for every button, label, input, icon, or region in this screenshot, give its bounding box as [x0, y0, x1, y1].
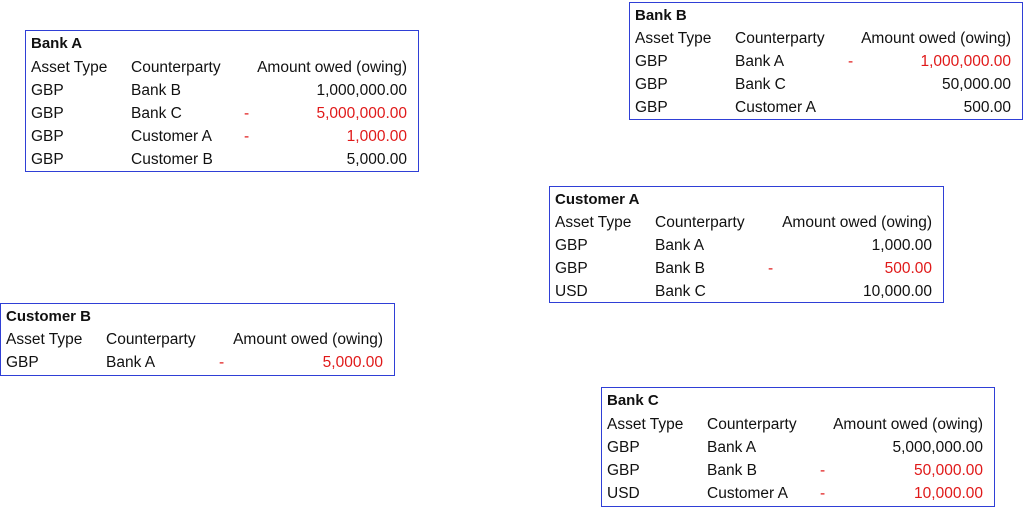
asset-type-cell: GBP: [555, 237, 588, 254]
asset-type-cell: GBP: [31, 151, 64, 168]
table-header-row: [1, 328, 394, 351]
amount-cell: 5,000.00: [322, 354, 383, 371]
amount-cell: 50,000.00: [942, 76, 1011, 93]
header-asset-type: Asset Type: [6, 331, 83, 348]
amount-cell: 50,000.00: [914, 462, 983, 479]
amount-cell: 5,000,000.00: [892, 439, 983, 456]
bank-a-title: Bank A: [31, 35, 83, 52]
header-counterparty: Counterparty: [655, 214, 745, 231]
asset-type-cell: GBP: [6, 354, 39, 371]
asset-type-cell: GBP: [31, 128, 64, 145]
counterparty-cell: Bank A: [707, 439, 757, 456]
table-row: [1, 351, 394, 374]
header-asset-type: Asset Type: [607, 416, 684, 433]
header-amount-owed: Amount owed (owing): [861, 30, 1011, 47]
header-counterparty: Counterparty: [106, 331, 196, 348]
table-header-row: [26, 56, 418, 79]
header-counterparty: Counterparty: [131, 59, 221, 76]
customer-b-title: Customer B: [6, 308, 92, 325]
table-row: [26, 125, 418, 148]
counterparty-cell: Bank A: [735, 53, 785, 70]
amount-cell: 5,000,000.00: [316, 105, 407, 122]
header-counterparty: Counterparty: [707, 416, 797, 433]
table-row: [550, 257, 943, 280]
table-row: [630, 50, 1022, 73]
negative-sign: -: [219, 354, 225, 371]
asset-type-cell: GBP: [555, 260, 588, 277]
bank-b-title: Bank B: [635, 7, 687, 24]
bank-b-card: [629, 2, 1023, 120]
amount-cell: 10,000.00: [914, 485, 983, 502]
table-header-row: [550, 211, 943, 234]
negative-sign: -: [768, 260, 774, 277]
counterparty-cell: Customer A: [735, 99, 816, 116]
table-row: [602, 436, 994, 459]
asset-type-cell: GBP: [635, 99, 668, 116]
counterparty-cell: Bank B: [655, 260, 705, 277]
asset-type-cell: USD: [607, 485, 640, 502]
amount-cell: 1,000,000.00: [316, 82, 407, 99]
asset-type-cell: GBP: [31, 82, 64, 99]
negative-sign: -: [244, 128, 250, 145]
counterparty-cell: Bank C: [735, 76, 786, 93]
asset-type-cell: GBP: [635, 53, 668, 70]
bank-c-card: [601, 387, 995, 507]
counterparty-cell: Customer A: [131, 128, 212, 145]
asset-type-cell: GBP: [607, 462, 640, 479]
bank-c-title: Bank C: [607, 392, 659, 409]
asset-type-cell: GBP: [31, 105, 64, 122]
table-row: [550, 234, 943, 257]
table-row: [26, 79, 418, 102]
counterparty-cell: Customer B: [131, 151, 213, 168]
table-header-row: [602, 413, 994, 436]
asset-type-cell: GBP: [607, 439, 640, 456]
table-row: [26, 102, 418, 125]
counterparty-cell: Bank C: [655, 283, 706, 300]
header-counterparty: Counterparty: [735, 30, 825, 47]
table-row: [602, 459, 994, 482]
asset-type-cell: GBP: [635, 76, 668, 93]
customer-a-title: Customer A: [555, 191, 640, 208]
amount-cell: 1,000.00: [346, 128, 407, 145]
negative-sign: -: [820, 485, 826, 502]
amount-cell: 5,000.00: [346, 151, 407, 168]
customer-a-card: [549, 186, 944, 303]
negative-sign: -: [820, 462, 826, 479]
counterparty-cell: Bank A: [106, 354, 156, 371]
amount-cell: 500.00: [963, 99, 1011, 116]
bank-a-card: [25, 30, 419, 172]
asset-type-cell: USD: [555, 283, 588, 300]
header-amount-owed: Amount owed (owing): [233, 331, 383, 348]
header-asset-type: Asset Type: [635, 30, 712, 47]
table-row: [26, 148, 418, 171]
table-row: [602, 482, 994, 505]
amount-cell: 1,000,000.00: [920, 53, 1011, 70]
header-amount-owed: Amount owed (owing): [782, 214, 932, 231]
table-row: [630, 96, 1022, 119]
table-row: [550, 280, 943, 303]
header-asset-type: Asset Type: [31, 59, 108, 76]
amount-cell: 1,000.00: [871, 237, 932, 254]
counterparty-cell: Bank C: [131, 105, 182, 122]
table-header-row: [630, 27, 1022, 50]
counterparty-cell: Customer A: [707, 485, 788, 502]
counterparty-cell: Bank B: [131, 82, 181, 99]
table-row: [630, 73, 1022, 96]
negative-sign: -: [244, 105, 250, 122]
header-amount-owed: Amount owed (owing): [833, 416, 983, 433]
negative-sign: -: [848, 53, 854, 70]
amount-cell: 10,000.00: [863, 283, 932, 300]
header-asset-type: Asset Type: [555, 214, 632, 231]
customer-b-card: [0, 303, 395, 376]
header-amount-owed: Amount owed (owing): [257, 59, 407, 76]
counterparty-cell: Bank A: [655, 237, 705, 254]
counterparty-cell: Bank B: [707, 462, 757, 479]
amount-cell: 500.00: [884, 260, 932, 277]
